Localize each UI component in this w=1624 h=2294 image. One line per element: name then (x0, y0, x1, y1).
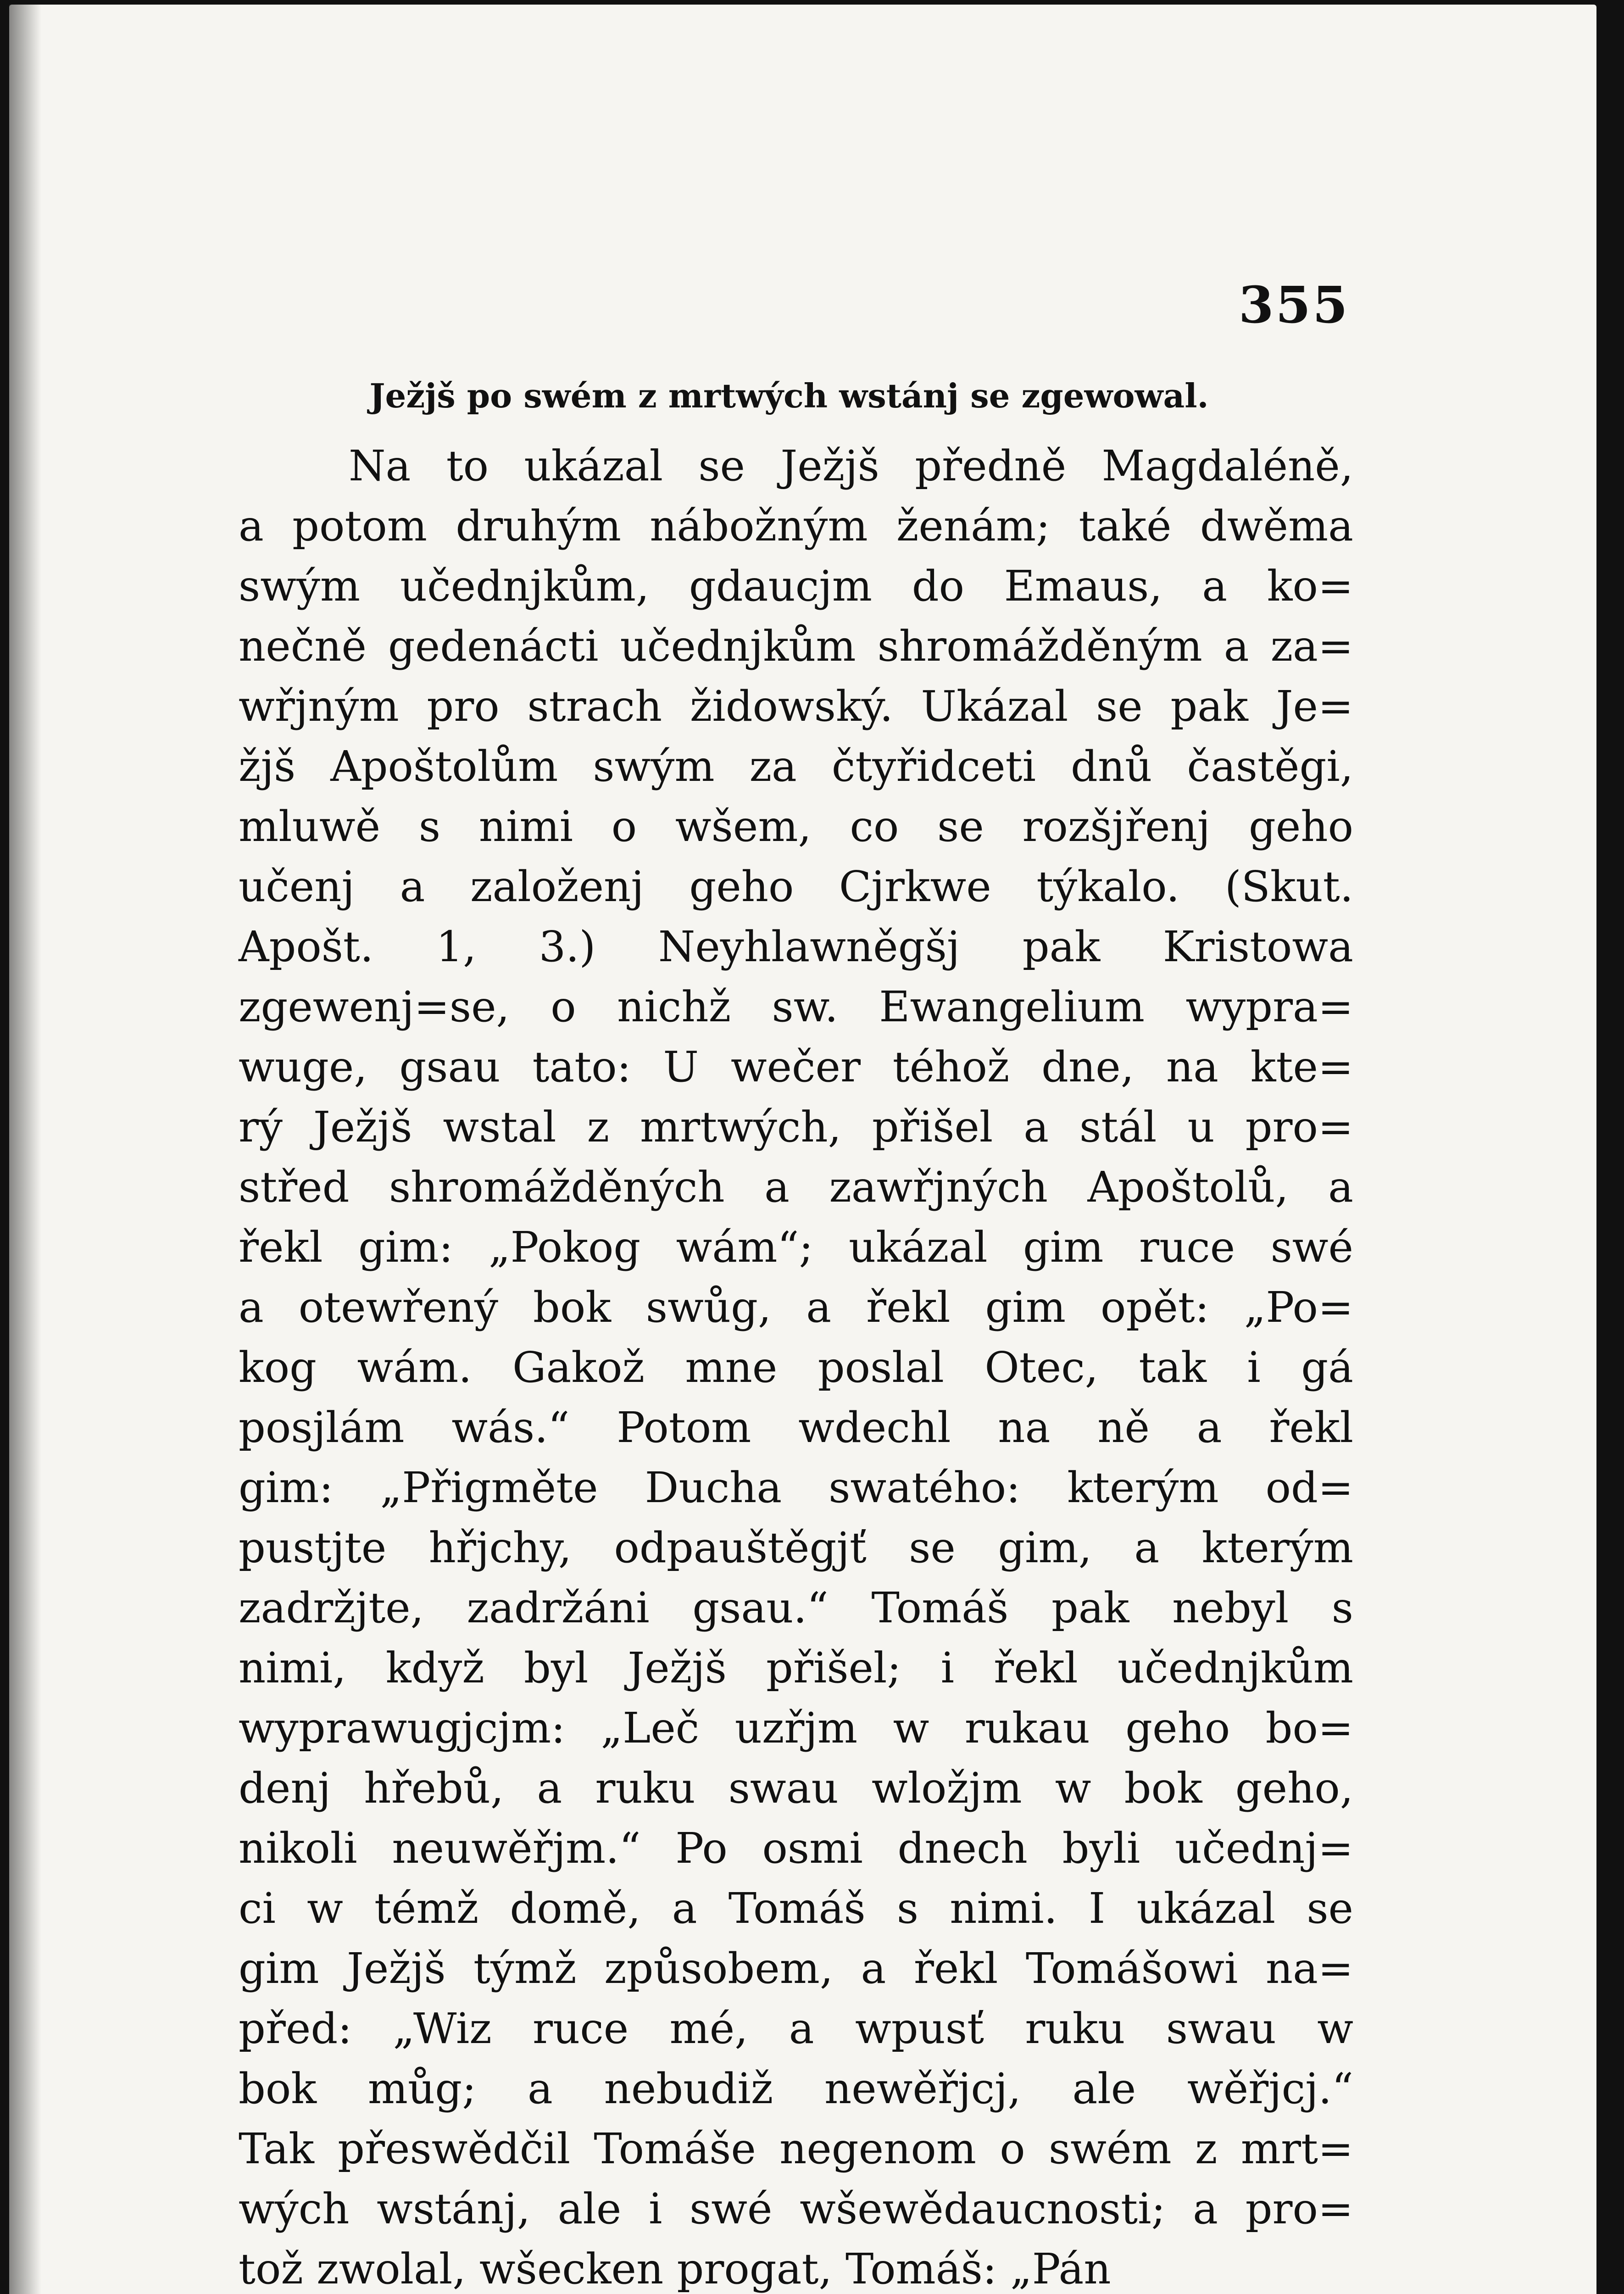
text-line: ci w témž domě, a Tomáš s nimi. I ukázal se (239, 1884, 1353, 1933)
text-line: a potom druhým nábožným ženám; také dwěma (239, 501, 1353, 551)
text-line: před: „Wiz ruce mé, a wpusť ruku swau w (239, 2004, 1353, 2053)
text-line: Na to ukázal se Ježjš předně Magdaléně, (349, 441, 1353, 490)
page-number: 355 (1239, 275, 1350, 334)
text-line: nimi, když byl Ježjš přišel; i řekl učednjkům (239, 1643, 1353, 1693)
text-line: nečně gedenácti učednjkům shromážděným a za= (239, 622, 1353, 671)
text-line: wuge, gsau tato: U wečer téhož dne, na kte= (239, 1042, 1353, 1091)
text-line: gim: „Přigměte Ducha swatého: kterým od= (239, 1463, 1353, 1512)
text-line: wyprawugjcjm: „Leč uzřjm w rukau geho bo= (239, 1704, 1353, 1753)
text-line: nikoli neuwěřjm.“ Po osmi dnech byli učednj= (239, 1824, 1353, 1873)
text-line: zgewenj=se, o nichž sw. Ewangelium wypra= (239, 982, 1353, 1031)
binding-gutter (9, 5, 41, 2294)
text-line: Apošt. 1, 3.) Neyhlawněgšj pak Kristowa (239, 922, 1353, 971)
text-line: swým učednjkům, gdaucjm do Emaus, a ko= (239, 562, 1353, 611)
text-line: žjš Apoštolům swým za čtyřidceti dnů častěgi, (239, 742, 1353, 791)
text-line: gim Ježjš týmž způsobem, a řekl Tomášowi na= (239, 1944, 1353, 1993)
text-line: pustjte hřjchy, odpauštěgjť se gim, a kterým (239, 1523, 1353, 1572)
text-line: střed shromážděných a zawřjných Apoštolů, a (239, 1163, 1353, 1212)
text-line: rý Ježjš wstal z mrtwých, přišel a stál u pro= (239, 1102, 1353, 1152)
text-line: tož zwolal, wšecken progat, Tomáš: „Pán (239, 2244, 1111, 2294)
text-line: Tak přeswědčil Tomáše negenom o swém z mrt= (239, 2124, 1353, 2173)
body-text (239, 436, 1353, 2294)
text-line: kog wám. Gakož mne poslal Otec, tak i gá (239, 1343, 1353, 1392)
text-line: mluwě s nimi o wšem, co se rozšjřenj geho (239, 802, 1353, 851)
text-line: posjlám wás.“ Potom wdechl na ně a řekl (239, 1403, 1353, 1452)
text-line: a otewřený bok swůg, a řekl gim opět: „Po= (239, 1283, 1353, 1332)
text-line: wých wstánj, ale i swé wšewědaucnosti; a pro= (239, 2184, 1353, 2233)
text-line: denj hřebů, a ruku swau wložjm w bok geho, (239, 1764, 1353, 1813)
text-line: učenj a založenj geho Cjrkwe týkalo. (Skut. (239, 862, 1353, 911)
text-line: zadržjte, zadržáni gsau.“ Tomáš pak nebyl s (239, 1583, 1353, 1632)
running-head: Ježjš po swém z mrtwých wstánj se zgewowal. (369, 376, 1209, 415)
text-line: bok můg; a nebudiž newěřjcj, ale wěřjcj.“ (239, 2064, 1353, 2113)
text-line: wřjným pro strach židowský. Ukázal se pak Je= (239, 682, 1353, 731)
text-line: řekl gim: „Pokog wám“; ukázal gim ruce swé (239, 1223, 1353, 1272)
